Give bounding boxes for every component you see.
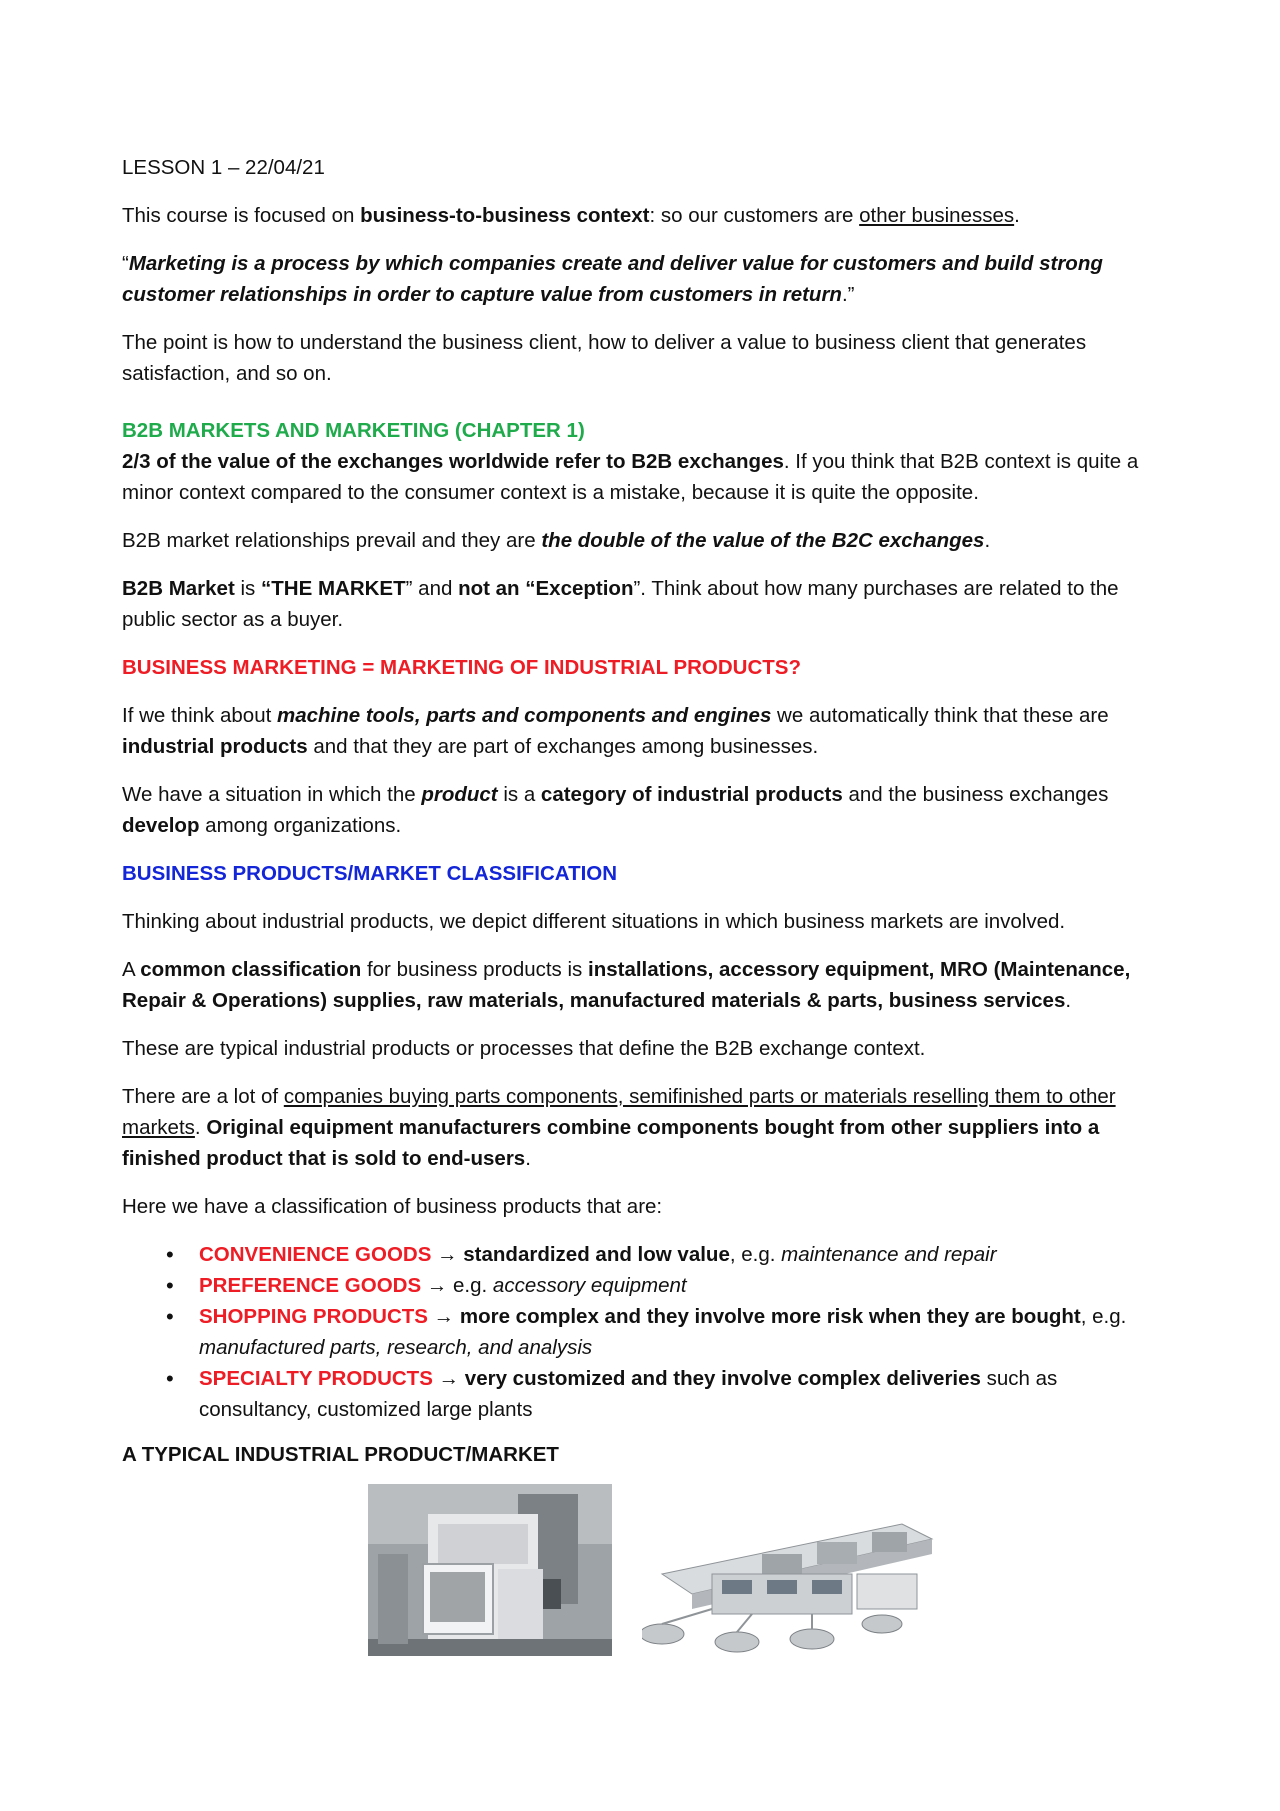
common-classification-paragraph: A common classification for business products is installations, accessory equipment, MRO (Maintenance, Repair & Operations) supplies, raw materials, manufactured materials & parts, business services. — [122, 958, 1131, 1012]
list-item-preference-goods: • PREFERENCE GOODS → e.g. accessory equipment — [199, 1270, 1150, 1301]
industrial-products-paragraph: If we think about machine tools, parts and components and engines we automatically think that these are industrial products and that they are part of exchanges among businesses. — [122, 704, 1109, 758]
point-paragraph: The point is how to understand the business client, how to deliver a value to business client that generates satisfaction, and so on. — [122, 331, 1087, 385]
b2b-relationships-paragraph: B2B market relationships prevail and they are the double of the value of the B2C exchanges. — [122, 529, 991, 552]
product-classification-list — [122, 1239, 1150, 1425]
list-item-specialty-products: • SPECIALTY PRODUCTS → very customized and they involve complex deliveries such as consultancy, customized large plants — [199, 1363, 1150, 1425]
b2b-value-paragraph: 2/3 of the value of the exchanges worldwide refer to B2B exchanges. If you think that B2B context is quite a minor context compared to the consumer context is a mistake, because it is quite the opposite. — [122, 450, 1139, 504]
b2b-the-market-paragraph: B2B Market is “THE MARKET” and not an “Exception”. Think about how many purchases are related to the public sector as a buyer. — [122, 577, 1119, 631]
intro-paragraph: This course is focused on business-to-business context: so our customers are other businesses. — [122, 204, 1020, 227]
list-item-shopping-products: • SHOPPING PRODUCTS → more complex and they involve more risk when they are bought, e.g. manufactured parts, research, and analysis — [199, 1301, 1150, 1363]
oem-paragraph: There are a lot of companies buying parts components, semifinished parts or materials reselling them to other markets. Original equipment manufacturers combine components bought from other suppliers into a finished product that is sold to end-users. — [122, 1085, 1116, 1170]
marketing-definition-quote: “Marketing is a process by which companies create and deliver value for customers and build strong customer relationships in order to capture value from customers in return.” — [122, 252, 1103, 306]
section-heading-typical-product: A TYPICAL INDUSTRIAL PRODUCT/MARKET — [122, 1443, 559, 1466]
classification-intro-paragraph: Thinking about industrial products, we depict different situations in which business markets are involved. — [122, 910, 1066, 933]
press-machine-graphic — [368, 1484, 612, 1656]
section-heading-b2b-markets: B2B MARKETS AND MARKETING (CHAPTER 1) — [122, 419, 585, 442]
section-heading-business-marketing: BUSINESS MARKETING = MARKETING OF INDUSTRIAL PRODUCTS? — [122, 656, 801, 679]
product-category-paragraph: We have a situation in which the product is a category of industrial products and the business exchanges develop among organizations. — [122, 783, 1109, 837]
industrial-press-machine-image — [368, 1484, 612, 1656]
classification-list-intro: Here we have a classification of business products that are: — [122, 1195, 663, 1218]
list-item-convenience-goods: • CONVENIENCE GOODS → standardized and low value, e.g. maintenance and repair — [199, 1239, 1150, 1270]
section-heading-classification: BUSINESS PRODUCTS/MARKET CLASSIFICATION — [122, 862, 618, 885]
production-line-graphic — [642, 1514, 942, 1664]
lesson-header: LESSON 1 – 22/04/21 — [122, 156, 325, 179]
industrial-images — [122, 1484, 1150, 1664]
typical-products-paragraph: These are typical industrial products or processes that define the B2B exchange context. — [122, 1037, 926, 1060]
production-line-image — [642, 1514, 942, 1664]
